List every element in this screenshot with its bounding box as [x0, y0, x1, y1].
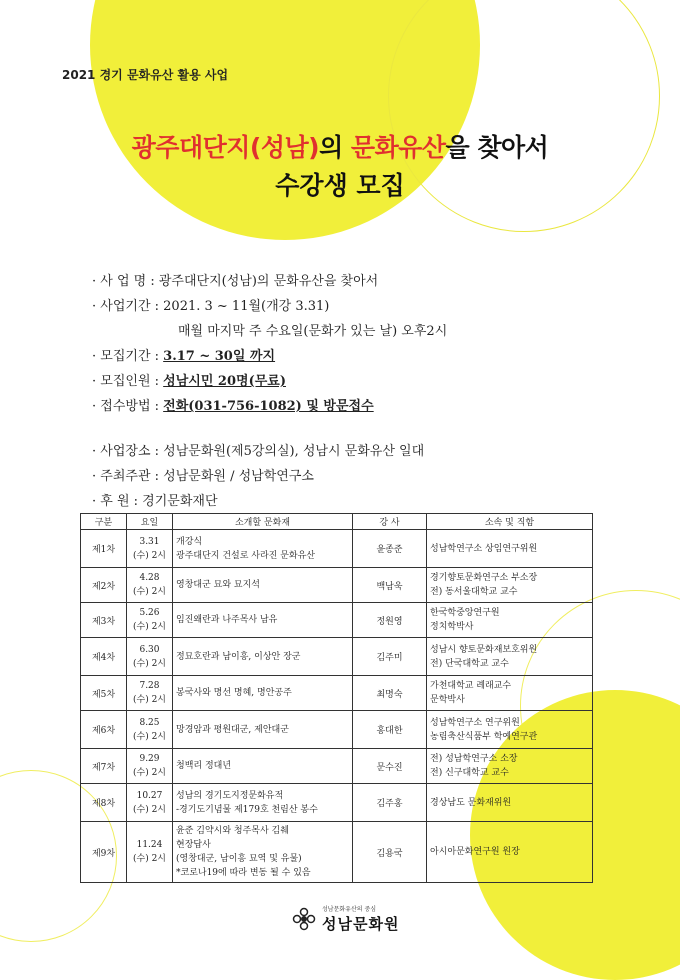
col-header-day: 요일 — [127, 514, 173, 530]
table-row: 제5차 7.28 (수) 2시 봉국사와 명선 명혜, 명안공주 최명숙 가천대학교 례래교수 문학박사 — [81, 676, 593, 711]
table-row: 제9차 11.24 (수) 2시 윤준 김약시와 청주목사 김췌 현장답사 (영창대군, 남이흥 묘역 및 유물) *코로나19에 따라 변동 될 수 있음 김용국 아시아문화연구원 원장 — [81, 822, 593, 883]
table-row: 제6차 8.25 (수) 2시 망경암과 평원대군, 제안대군 홍대한 성남학연구소 연구위원 농림축산식품부 학예연구관 — [81, 711, 593, 749]
table-row: 제8차 10.27 (수) 2시 성남의 경기도지정문화유적 -경기도기념물 제179호 천림산 봉수 김주홍 경상남도 문화재위원 — [81, 784, 593, 822]
flower-logo-icon — [292, 907, 316, 931]
title-dark-part-1: 의 — [319, 133, 351, 162]
top-label: 2021 경기 문화유산 활용 사업 — [62, 68, 229, 82]
table-row: 제3차 5.26 (수) 2시 임진왜란과 나주목사 남유 정원영 한국학중앙연구원 정치학박사 — [81, 603, 593, 638]
logo-tagline: 성남문화유산의 중심 — [322, 906, 377, 913]
info-project-name: · 사 업 명 : 광주대단지(성남)의 문화유산을 찾아서 — [92, 274, 379, 289]
table-row: 제4차 6.30 (수) 2시 정묘호란과 남이흥, 이상안 장군 김주미 성남시 향토문화재보호위원 전) 단국대학교 교수 — [81, 638, 593, 676]
info-recruit-period: · 모집기간 : 3.17 ~ 30일 까지 — [92, 349, 276, 364]
table-row: 제7차 9.29 (수) 2시 청백리 정대년 문수진 전) 성남학연구소 소장 전) 신구대학교 교수 — [81, 749, 593, 784]
page-subtitle: 수강생 모집 — [275, 171, 405, 200]
table-row: 제1차 3.31 (수) 2시 개강식 광주대단지 건설로 사라진 문화유산 윤종준 성남학연구소 상임연구위원 — [81, 530, 593, 568]
title-red-part-1: 광주대단지(성남) — [131, 133, 320, 162]
table-header-row — [81, 514, 593, 530]
info-project-schedule: 매월 마지막 주 수요일(문화가 있는 날) 오후2시 — [178, 324, 448, 339]
logo-name: 성남문화원 — [322, 915, 400, 933]
page-title — [0, 128, 680, 164]
table-row: 제2차 4.28 (수) 2시 영창대군 묘와 묘지석 백남욱 경기향토문화연구소 부소장 전) 동서울대학교 교수 — [81, 568, 593, 603]
info-apply-method: · 접수방법 : 전화(031-756-1082) 및 방문접수 — [92, 399, 374, 414]
col-header-topic: 소개할 문화재 — [173, 514, 353, 530]
col-header-lecturer: 강 사 — [353, 514, 427, 530]
footer-logo — [292, 904, 399, 934]
title-dark-part-2: 을 찾아서 — [445, 133, 549, 162]
info-organizer: · 주최주관 : 성남문화원 / 성남학연구소 — [92, 469, 314, 484]
info-sponsor: · 후 원 : 경기문화재단 — [92, 494, 218, 509]
col-header-order: 구분 — [81, 514, 127, 530]
info-venue: · 사업장소 : 성남문화원(제5강의실), 성남시 문화유산 일대 — [92, 444, 425, 459]
info-recruit-count: · 모집인원 : 성남시민 20명(무료) — [92, 374, 286, 389]
schedule-table — [80, 513, 593, 883]
col-header-affiliation: 소속 및 직함 — [427, 514, 593, 530]
title-red-part-2: 문화유산 — [350, 133, 446, 162]
info-project-period: · 사업기간 : 2021. 3 ~ 11월(개강 3.31) — [92, 299, 330, 314]
